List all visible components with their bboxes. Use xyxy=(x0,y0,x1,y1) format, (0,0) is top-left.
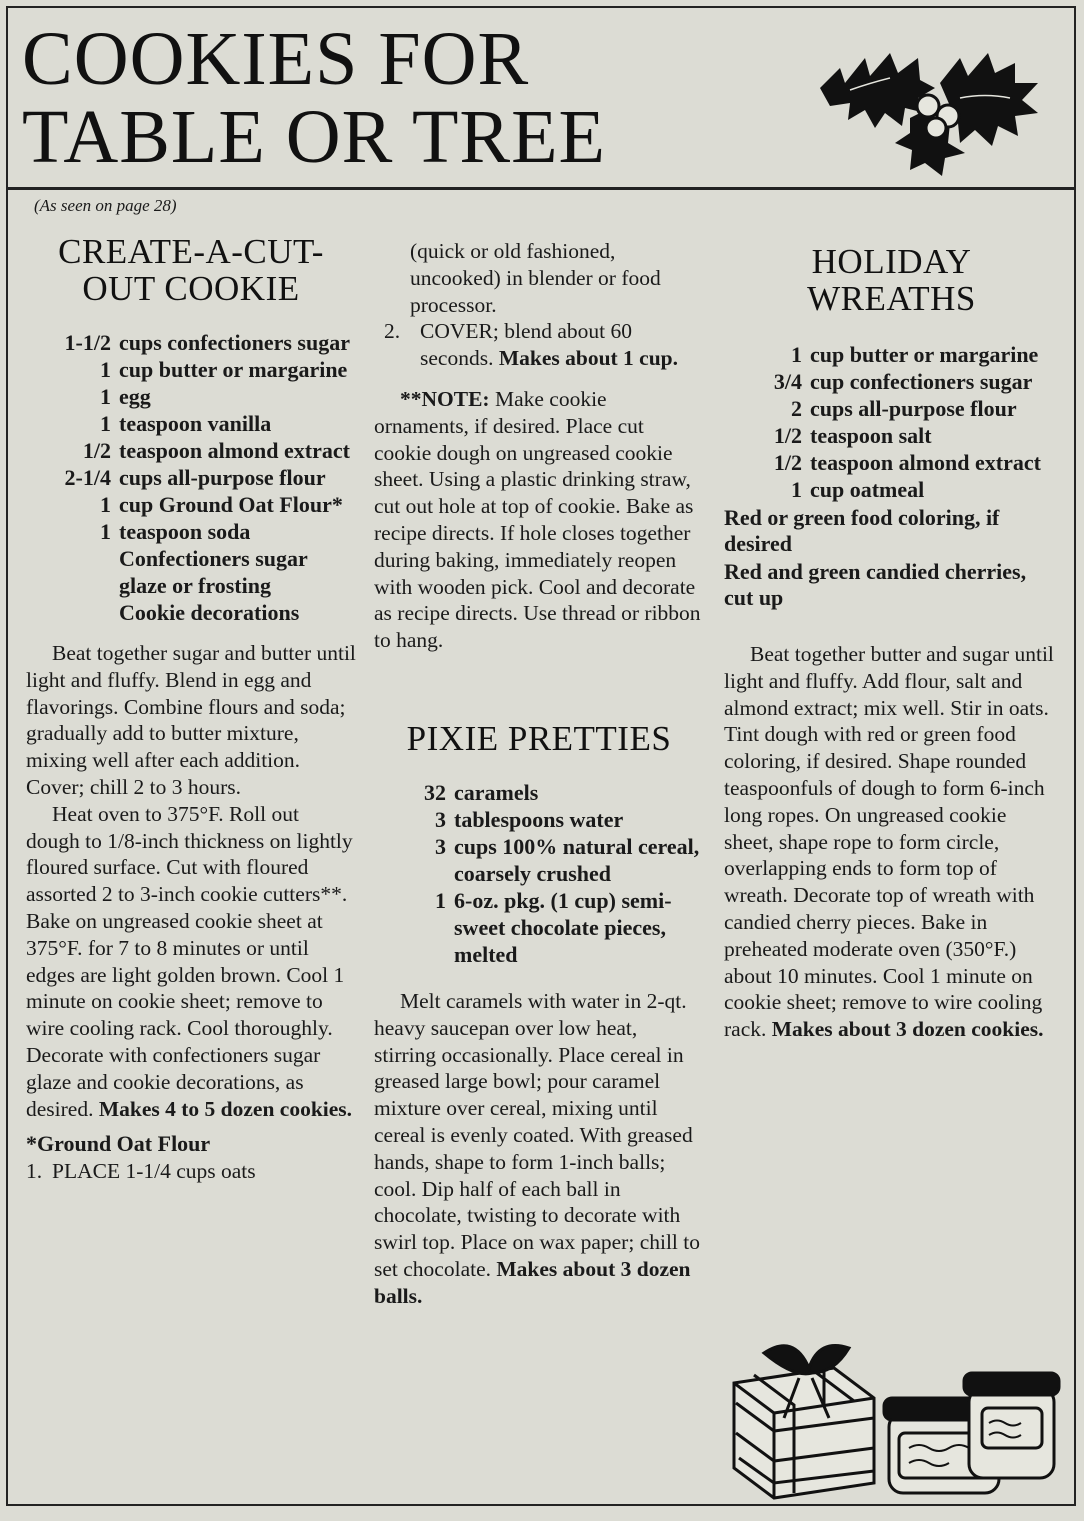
ingredient-qty: 1/2 xyxy=(82,438,111,463)
recipe-title-wreaths xyxy=(724,243,1059,317)
step xyxy=(374,318,704,372)
ingredient-text: teaspoon almond extract xyxy=(810,450,1041,475)
ingredient-list xyxy=(26,329,356,626)
recipe-title-line: HOLIDAY xyxy=(811,242,972,281)
ingredient xyxy=(26,410,356,437)
title-line-1: COOKIES FOR xyxy=(22,17,530,101)
ingredient-text: cup Ground Oat Flour* xyxy=(119,492,343,517)
header xyxy=(8,8,1074,190)
ingredient xyxy=(26,437,356,464)
extra-ingredient: Red and green candied cherries, cut up xyxy=(724,559,1027,610)
column-3 xyxy=(724,243,1059,1043)
ingredient-qty: 1/2 xyxy=(773,450,802,475)
ingredient xyxy=(724,341,1059,368)
ingredient-qty: 1 xyxy=(791,477,802,502)
ingredient-qty: 1/2 xyxy=(773,423,802,448)
recipe-title-line: WREATHS xyxy=(807,279,976,318)
ingredient xyxy=(724,422,1059,449)
directions xyxy=(26,801,356,1123)
ingredient-text: teaspoon almond extract xyxy=(119,438,350,463)
page-reference: (As seen on page 28) xyxy=(34,196,177,215)
ingredient-qty: 32 xyxy=(424,779,446,805)
ingredient-qty: 2 xyxy=(791,396,802,421)
step-text: PLACE 1-1/4 cups oats xyxy=(52,1159,256,1184)
ingredient-text: teaspoon vanilla xyxy=(119,411,272,436)
recipe-yield: Makes 4 to 5 dozen cookies. xyxy=(98,1096,353,1121)
ingredient-qty: 1 xyxy=(100,519,111,544)
step-text xyxy=(420,318,704,372)
step xyxy=(26,1158,356,1185)
directions xyxy=(724,641,1059,1043)
ingredient xyxy=(374,806,704,833)
ingredient-text: cup confectioners sugar xyxy=(810,369,1033,394)
directions: Beat together sugar and butter until light and fluffy. Blend in egg and flavorings. Combine flours and soda; gradually add to butter mixture, mixing well after each addition. Cover; chill 2 to 3 hours. xyxy=(26,641,356,799)
recipe-title-pixie: PIXIE PRETTIES xyxy=(406,718,672,758)
extra-ingredient: Red or green food coloring, if desired xyxy=(724,505,1000,556)
ingredient-qty: 1 xyxy=(100,357,111,382)
ingredient-qty: 1 xyxy=(100,492,111,517)
column-1 xyxy=(26,233,356,1185)
ingredient xyxy=(724,476,1059,503)
ingredient-text: caramels xyxy=(454,779,539,805)
ingredient-qty: 1-1/2 xyxy=(64,330,111,355)
ingredient-qty: 1 xyxy=(100,384,111,409)
gift-jars-icon xyxy=(724,1323,1064,1503)
ingredient-text: cups 100% natural cereal, coarsely crushed xyxy=(454,833,700,886)
ingredient-text: cup oatmeal xyxy=(810,477,925,502)
ingredient xyxy=(374,833,704,887)
step-body: COVER; blend about 60 seconds. xyxy=(420,319,632,371)
ingredient xyxy=(374,887,704,968)
ingredient xyxy=(26,518,356,545)
ingredient-text: teaspoon soda xyxy=(119,519,251,544)
ingredient-text: Cookie decorations xyxy=(119,600,300,625)
recipe-title-line: CREATE-A-CUT- xyxy=(58,232,324,271)
step-number: 2. xyxy=(384,319,401,344)
ingredient xyxy=(724,449,1059,476)
recipe-title-line: OUT COOKIE xyxy=(82,269,300,308)
recipe-yield: Makes about 3 dozen cookies. xyxy=(771,1017,1044,1042)
oat-flour-heading: *Ground Oat Flour xyxy=(26,1131,211,1157)
directions-text: Melt caramels with water in 2-qt. heavy saucepan over low heat, stirring occasionally. Place cereal in greased large bowl; pour caramel mixture over cereal, mixing until cereal is evenly coated. With greased hands, shape to form 1-inch balls; cool. Dip half of each ball in chocolate, twisting to decorate with swirl top. Place on wax paper; chill to set chocolate. xyxy=(374,988,701,1281)
ingredient xyxy=(374,779,704,806)
ingredient-list xyxy=(374,779,704,968)
note xyxy=(374,386,704,654)
ingredient-qty: 1 xyxy=(791,342,802,367)
step-continued: (quick or old fashioned, uncooked) in blender or food processor. xyxy=(410,239,661,317)
ingredient-text: egg xyxy=(119,384,151,409)
ingredient xyxy=(26,356,356,383)
ingredient xyxy=(26,329,356,356)
ingredient-text: Confectioners sugar glaze or frosting xyxy=(119,546,308,598)
ingredient-qty: 1 xyxy=(100,411,111,436)
ingredient xyxy=(26,464,356,491)
page-frame xyxy=(6,6,1076,1506)
title-line-2: TABLE OR TREE xyxy=(22,95,606,179)
ingredient-text: teaspoon salt xyxy=(810,423,932,448)
ingredient xyxy=(26,545,356,599)
column-2 xyxy=(374,238,704,1310)
ingredient-text: 6-oz. pkg. (1 cup) semi-sweet chocolate pieces, melted xyxy=(454,887,672,967)
ingredient xyxy=(26,491,356,518)
directions-text: Beat together butter and sugar until light and fluffy. Add flour, salt and almond extract; mix well. Stir in oats. Tint dough with red or green food coloring, if desired. Shape rounded teaspoonfuls of dough to form 6-inch long ropes. On ungreased cookie sheet, shape rope to form circle, overlapping ends to form top of wreath. Decorate top of wreath with candied cherry pieces. Bake in preheated moderate oven (350°F.) about 10 minutes. Cool 1 minute on cookie sheet; remove to wire cooling rack. xyxy=(724,642,1054,1042)
note-text: Make cookie ornaments, if desired. Place cut cookie dough on ungreased cookie sheet. Using a plastic drinking straw, cut out hole at top of cookie. Bake as recipe directs. If hole closes together during baking, immediately reopen with wooden pick. Cool and decorate as recipe directs. Use thread or ribbon to hang. xyxy=(374,386,701,653)
step-yield: Makes about 1 cup. xyxy=(498,346,679,371)
recipe-title-cutout xyxy=(26,233,356,307)
ingredient-text: cup butter or margarine xyxy=(119,357,348,382)
ingredient-text: cups all-purpose flour xyxy=(810,396,1017,421)
ingredient-text: cups confectioners sugar xyxy=(119,330,350,355)
directions xyxy=(374,988,704,1310)
ingredient-list xyxy=(724,341,1059,503)
page-title xyxy=(22,17,606,179)
ingredient-text: cups all-purpose flour xyxy=(119,465,326,490)
ingredient-qty: 1 xyxy=(435,887,446,913)
ingredient xyxy=(26,599,356,626)
recipe-yield: Makes about 3 dozen balls. xyxy=(374,1256,691,1308)
holly-icon xyxy=(810,28,1050,178)
ingredient-text: tablespoons water xyxy=(454,806,624,832)
step-number: 1. xyxy=(26,1159,43,1184)
directions-text: Heat oven to 375°F. Roll out dough to 1/8-inch thickness on lightly floured surface. Cut with floured assorted 2 to 3-inch cookie cutters**. Bake on ungreased cookie sheet at 375°F. for 7 to 8 minutes or until edges are light golden brown. Cool 1 minute on cookie sheet; remove to wire cooling rack. Cool thoroughly. Decorate with confectioners sugar glaze and cookie decorations, as desired. xyxy=(26,801,353,1121)
ingredient-qty: 3/4 xyxy=(773,369,802,394)
ingredient-qty: 2-1/4 xyxy=(64,465,111,490)
ingredient xyxy=(26,383,356,410)
note-label: **NOTE: xyxy=(400,386,490,411)
ingredient-text: cup butter or margarine xyxy=(810,342,1039,367)
ingredient-qty: 3 xyxy=(435,833,446,859)
ingredient xyxy=(724,395,1059,422)
ingredient-qty: 3 xyxy=(435,806,446,832)
ingredient xyxy=(724,368,1059,395)
